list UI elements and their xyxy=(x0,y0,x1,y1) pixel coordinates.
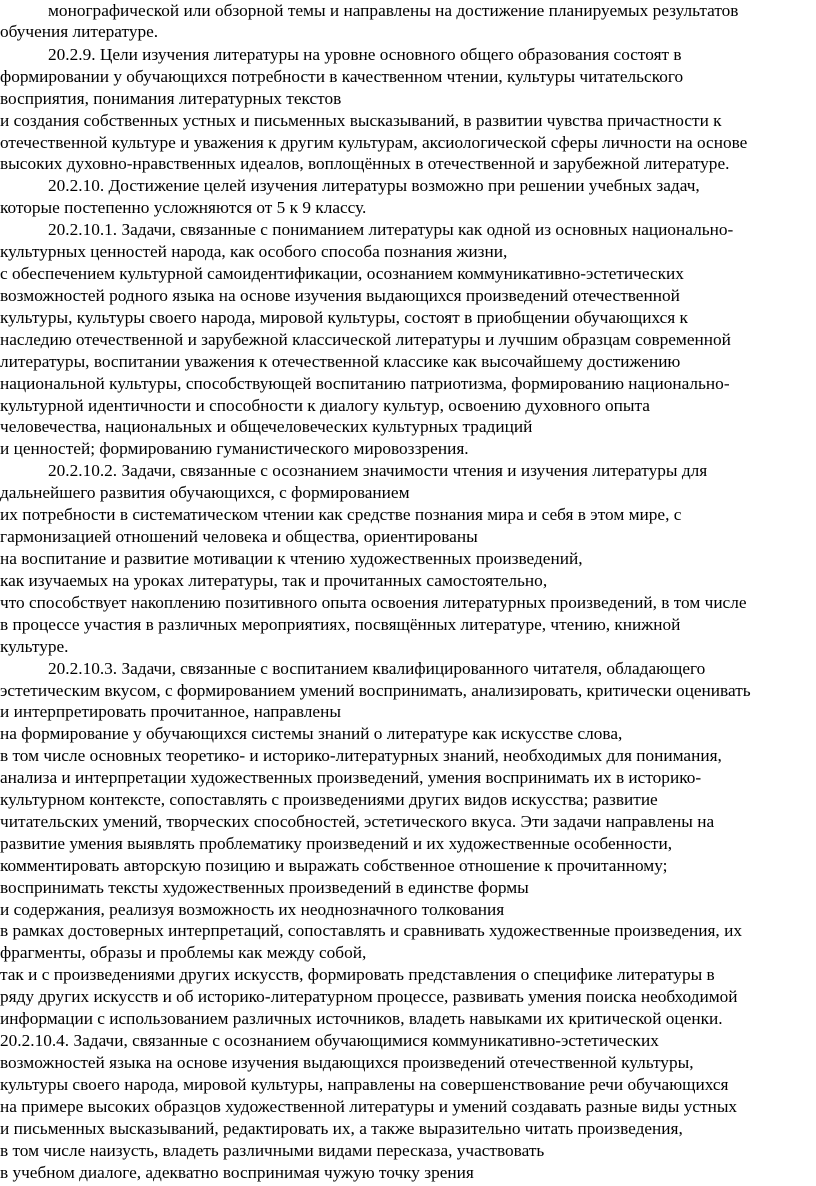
paragraph-20-2-10-1: 20.2.10.1. Задачи, связанные с пониманием литературы как одной из основных национально- xyxy=(48,220,734,239)
text-line: и письменных высказываний, редактировать их, а также выразительно читать произведения, xyxy=(0,1119,683,1138)
text-line: в учебном диалоге, адекватно воспринимая чужую точку зрения xyxy=(0,1163,474,1182)
text-line: в том числе основных теоретико- и историко-литературных знаний, необходимых для понимания, xyxy=(0,746,722,765)
text-line: наследию отечественной и зарубежной классической литературы и лучшим образцам современной xyxy=(0,330,731,349)
text-line: развитие умения выявлять проблематику произведений и их художественные особенности, xyxy=(0,834,673,853)
text-line: с обеспечением культурной самоидентификации, осознанием коммуникативно-эстетических xyxy=(0,264,684,283)
text-line: и ценностей; формированию гуманистического мировоззрения. xyxy=(0,439,469,458)
text-line: гармонизацией отношений человека и общества, ориентированы xyxy=(0,527,478,546)
text-line: которые постепенно усложняются от 5 к 9 классу. xyxy=(0,198,367,217)
text-line: в том числе наизусть, владеть различными видами пересказа, участвовать xyxy=(0,1141,545,1160)
text-line: фрагменты, образы и проблемы как между собой, xyxy=(0,943,367,962)
text-line: как изучаемых на уроках литературы, так и прочитанных самостоятельно, xyxy=(0,571,548,590)
text-line: и содержания, реализуя возможность их неоднозначного толкования xyxy=(0,900,505,919)
text-line: в рамках достоверных интерпретаций, сопоставлять и сравнивать художественные произведения, их xyxy=(0,921,742,940)
text-line: воспринимать тексты художественных произведений в единстве формы xyxy=(0,878,529,897)
text-line: на формирование у обучающихся системы знаний о литературе как искусстве слова, xyxy=(0,724,623,743)
text-line: анализа и интерпретации художественных произведений, умения воспринимать их в историко- xyxy=(0,768,702,787)
text-line: что способствует накоплению позитивного опыта освоения литературных произведений, в том числе xyxy=(0,593,747,612)
text-line: читательских умений, творческих способностей, эстетического вкуса. Эти задачи направлены на xyxy=(0,812,715,831)
text-line: восприятия, понимания литературных текстов xyxy=(0,89,342,108)
text-line: информации с использованием различных источников, владеть навыками их критической оценки. xyxy=(0,1009,723,1028)
text-line: возможностей языка на основе изучения выдающихся произведений отечественной культуры, xyxy=(0,1053,694,1072)
text-line: культурной идентичности и способности к диалогу культур, освоению духовного опыта xyxy=(0,396,650,415)
text-line: человечества, национальных и общечеловеческих культурных традиций xyxy=(0,417,533,436)
text-line: на примере высоких образцов художественной литературы и умений создавать разные виды устных xyxy=(0,1097,738,1116)
paragraph-20-2-9: 20.2.9. Цели изучения литературы на уровне основного общего образования состоят в xyxy=(48,45,682,64)
text-line: культуры своего народа, мировой культуры, направлены на совершенствование речи обучающихся xyxy=(0,1075,729,1094)
text-line: ряду других искусств и об историко-литературном процессе, развивать умения поиска необходимой xyxy=(0,987,738,1006)
text-line: на воспитание и развитие мотивации к чтению художественных произведений, xyxy=(0,549,583,568)
text-line: обучения литературе. xyxy=(0,22,159,41)
text-line: отечественной культуре и уважения к другим культурам, аксиологической сферы личности на основе xyxy=(0,133,748,152)
text-line: культуре. xyxy=(0,637,69,656)
text-line: в процессе участия в различных мероприятиях, посвящённых литературе, чтению, книжной xyxy=(0,615,681,634)
text-line: и интерпретировать прочитанное, направлены xyxy=(0,702,341,721)
text-line: культурных ценностей народа, как особого способа познания жизни, xyxy=(0,242,508,261)
paragraph-20-2-10-2: 20.2.10.2. Задачи, связанные с осознанием значимости чтения и изучения литературы для xyxy=(48,461,708,480)
paragraph-20-2-10-4: 20.2.10.4. Задачи, связанные с осознанием обучающимися коммуникативно-эстетических xyxy=(0,1031,659,1050)
text-line: культуры, культуры своего народа, мировой культуры, состоят в приобщении обучающихся к xyxy=(0,308,688,327)
text-line: монографической или обзорной темы и направлены на достижение планируемых результатов xyxy=(48,1,739,20)
text-line: формировании у обучающихся потребности в качественном чтении, культуры читательского xyxy=(0,67,684,86)
paragraph-20-2-10-3: 20.2.10.3. Задачи, связанные с воспитанием квалифицированного читателя, обладающего xyxy=(48,659,706,678)
text-line: дальнейшего развития обучающихся, с формированием xyxy=(0,483,410,502)
text-line: так и с произведениями других искусств, формировать представления о специфике литературы в xyxy=(0,965,715,984)
text-line: и создания собственных устных и письменных высказываний, в развитии чувства причастности к xyxy=(0,111,722,130)
text-line: комментировать авторскую позицию и выражать собственное отношение к прочитанному; xyxy=(0,856,668,875)
paragraph-20-2-10: 20.2.10. Достижение целей изучения литературы возможно при решении учебных задач, xyxy=(48,176,700,195)
text-line: национальной культуры, способствующей воспитанию патриотизма, формированию национально- xyxy=(0,374,730,393)
text-line: возможностей родного языка на основе изучения выдающихся произведений отечественной xyxy=(0,286,680,305)
text-line: литературы, воспитании уважения к отечественной классике как высочайшему достижению xyxy=(0,352,681,371)
text-line: эстетическим вкусом, с формированием умений воспринимать, анализировать, критически оценивать xyxy=(0,681,751,700)
text-line: культурном контексте, сопоставлять с произведениями других видов искусства; развитие xyxy=(0,790,658,809)
text-line: высоких духовно-нравственных идеалов, воплощённых в отечественной и зарубежной литературе. xyxy=(0,154,730,173)
text-line: их потребности в систематическом чтении как средстве познания мира и себя в этом мире, с xyxy=(0,505,682,524)
